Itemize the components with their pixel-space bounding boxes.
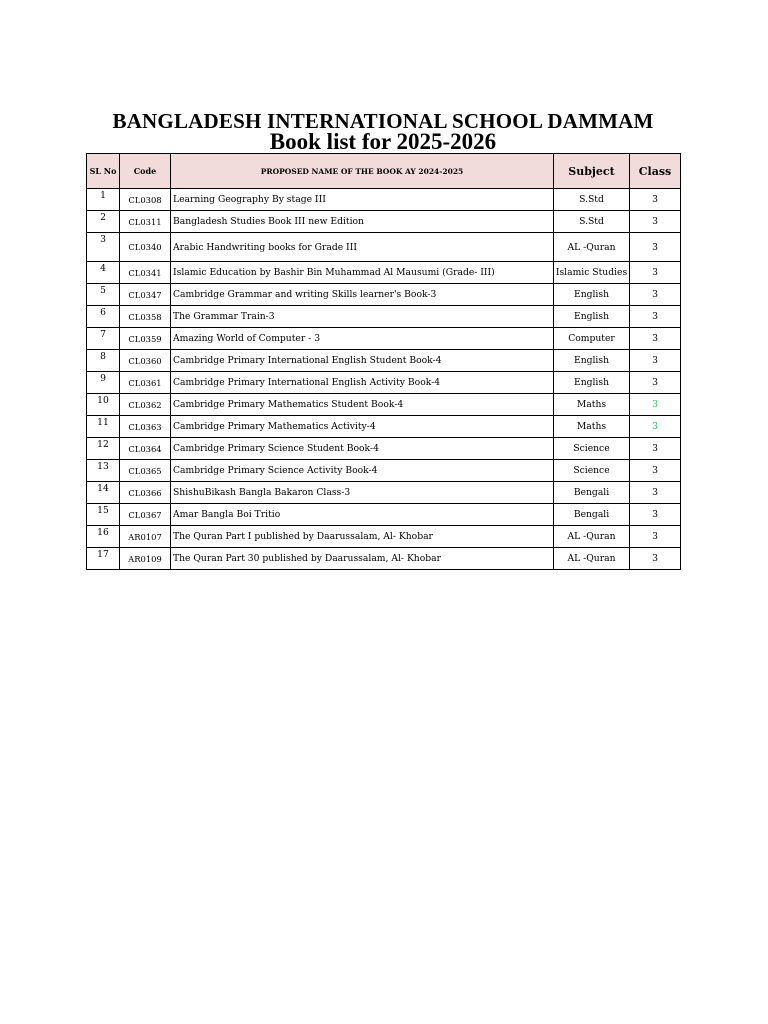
sl-no-cell: 9	[87, 372, 120, 394]
class-cell: 3	[630, 284, 681, 306]
book-name-cell: Cambridge Primary Mathematics Student Book-4	[171, 394, 554, 416]
book-name-cell: Cambridge Primary Science Student Book-4	[171, 438, 554, 460]
subject-cell: English	[554, 306, 630, 328]
sl-no-cell: 5	[87, 284, 120, 306]
subject-cell: Islamic Studies	[554, 262, 630, 284]
sl-no-cell: 17	[87, 548, 120, 570]
book-name-cell: Amar Bangla Boi Tritio	[171, 504, 554, 526]
sl-no-cell: 12	[87, 438, 120, 460]
table-header-row	[87, 154, 681, 189]
column-header-class: Class	[630, 154, 681, 189]
table-row	[87, 350, 681, 372]
sl-no-cell: 3	[87, 233, 120, 262]
class-cell: 3	[630, 262, 681, 284]
book-list-table	[86, 153, 681, 570]
code-cell: CL0364	[120, 438, 171, 460]
subject-cell: Bengali	[554, 504, 630, 526]
code-cell: CL0359	[120, 328, 171, 350]
sl-no-cell: 4	[87, 262, 120, 284]
code-cell: AR0109	[120, 548, 171, 570]
code-cell: CL0362	[120, 394, 171, 416]
class-cell: 3	[630, 189, 681, 211]
subject-cell: Science	[554, 438, 630, 460]
book-name-cell: Learning Geography By stage III	[171, 189, 554, 211]
column-header-book-name: PROPOSED NAME OF THE BOOK AY 2024-2025	[171, 154, 554, 189]
sl-no-cell: 8	[87, 350, 120, 372]
class-cell: 3	[630, 460, 681, 482]
subject-cell: AL -Quran	[554, 548, 630, 570]
code-cell: CL0340	[120, 233, 171, 262]
code-cell: CL0367	[120, 504, 171, 526]
sl-no-cell: 6	[87, 306, 120, 328]
subject-cell: AL -Quran	[554, 526, 630, 548]
school-name: BANGLADESH INTERNATIONAL SCHOOL DAMMAM	[112, 109, 654, 133]
code-cell: CL0358	[120, 306, 171, 328]
subject-cell: Science	[554, 460, 630, 482]
table-row	[87, 328, 681, 350]
class-cell: 3	[630, 548, 681, 570]
table-row	[87, 460, 681, 482]
book-name-cell: Arabic Handwriting books for Grade III	[171, 233, 554, 262]
table-row	[87, 482, 681, 504]
code-cell: CL0347	[120, 284, 171, 306]
class-cell: 3	[630, 350, 681, 372]
book-name-cell: Cambridge Grammar and writing Skills learner's Book-3	[171, 284, 554, 306]
table-row	[87, 438, 681, 460]
subject-cell: Computer	[554, 328, 630, 350]
book-name-cell: The Quran Part 30 published by Daarussalam, Al- Khobar	[171, 548, 554, 570]
subject-cell: Bengali	[554, 482, 630, 504]
column-header-subject: Subject	[554, 154, 630, 189]
book-name-cell: Cambridge Primary International English Activity Book-4	[171, 372, 554, 394]
code-cell: CL0311	[120, 211, 171, 233]
sl-no-cell: 2	[87, 211, 120, 233]
column-header-code: Code	[120, 154, 171, 189]
class-cell: 3	[630, 526, 681, 548]
sl-no-cell: 11	[87, 416, 120, 438]
book-list-title: Book list for 2025-2026	[269, 129, 497, 154]
subject-cell: Maths	[554, 416, 630, 438]
table-row	[87, 306, 681, 328]
class-cell: 3	[630, 416, 681, 438]
subject-cell: S.Std	[554, 189, 630, 211]
table-row	[87, 233, 681, 262]
book-name-cell: Cambridge Primary International English Student Book-4	[171, 350, 554, 372]
book-name-cell: The Quran Part I published by Daarussalam, Al- Khobar	[171, 526, 554, 548]
table-row	[87, 548, 681, 570]
table-row	[87, 262, 681, 284]
code-cell: CL0365	[120, 460, 171, 482]
code-cell: CL0361	[120, 372, 171, 394]
table-row	[87, 189, 681, 211]
class-cell: 3	[630, 504, 681, 526]
sl-no-cell: 14	[87, 482, 120, 504]
class-cell: 3	[630, 438, 681, 460]
code-cell: CL0308	[120, 189, 171, 211]
subject-cell: Maths	[554, 394, 630, 416]
subject-cell: English	[554, 350, 630, 372]
subject-cell: English	[554, 372, 630, 394]
sl-no-cell: 1	[87, 189, 120, 211]
sl-no-cell: 15	[87, 504, 120, 526]
table-row	[87, 211, 681, 233]
class-cell: 3	[630, 394, 681, 416]
subject-cell: AL -Quran	[554, 233, 630, 262]
table-row	[87, 372, 681, 394]
sl-no-cell: 16	[87, 526, 120, 548]
class-cell: 3	[630, 211, 681, 233]
table-row	[87, 504, 681, 526]
book-name-cell: Bangladesh Studies Book III new Edition	[171, 211, 554, 233]
code-cell: CL0366	[120, 482, 171, 504]
table-row	[87, 526, 681, 548]
class-cell: 3	[630, 233, 681, 262]
book-name-cell: The Grammar Train-3	[171, 306, 554, 328]
sl-no-cell: 13	[87, 460, 120, 482]
class-cell: 3	[630, 482, 681, 504]
table-row	[87, 394, 681, 416]
code-cell: CL0363	[120, 416, 171, 438]
class-cell: 3	[630, 372, 681, 394]
class-cell: 3	[630, 328, 681, 350]
column-header-sl-no: SL No	[87, 154, 120, 189]
book-name-cell: Islamic Education by Bashir Bin Muhammad Al Mausumi (Grade- III)	[171, 262, 554, 284]
book-name-cell: ShishuBikash Bangla Bakaron Class-3	[171, 482, 554, 504]
subject-cell: S.Std	[554, 211, 630, 233]
book-name-cell: Cambridge Primary Mathematics Activity-4	[171, 416, 554, 438]
class-cell: 3	[630, 306, 681, 328]
table-row	[87, 284, 681, 306]
book-name-cell: Cambridge Primary Science Activity Book-4	[171, 460, 554, 482]
sl-no-cell: 7	[87, 328, 120, 350]
subject-cell: English	[554, 284, 630, 306]
code-cell: CL0360	[120, 350, 171, 372]
code-cell: CL0341	[120, 262, 171, 284]
sl-no-cell: 10	[87, 394, 120, 416]
book-name-cell: Amazing World of Computer - 3	[171, 328, 554, 350]
code-cell: AR0107	[120, 526, 171, 548]
table-row	[87, 416, 681, 438]
